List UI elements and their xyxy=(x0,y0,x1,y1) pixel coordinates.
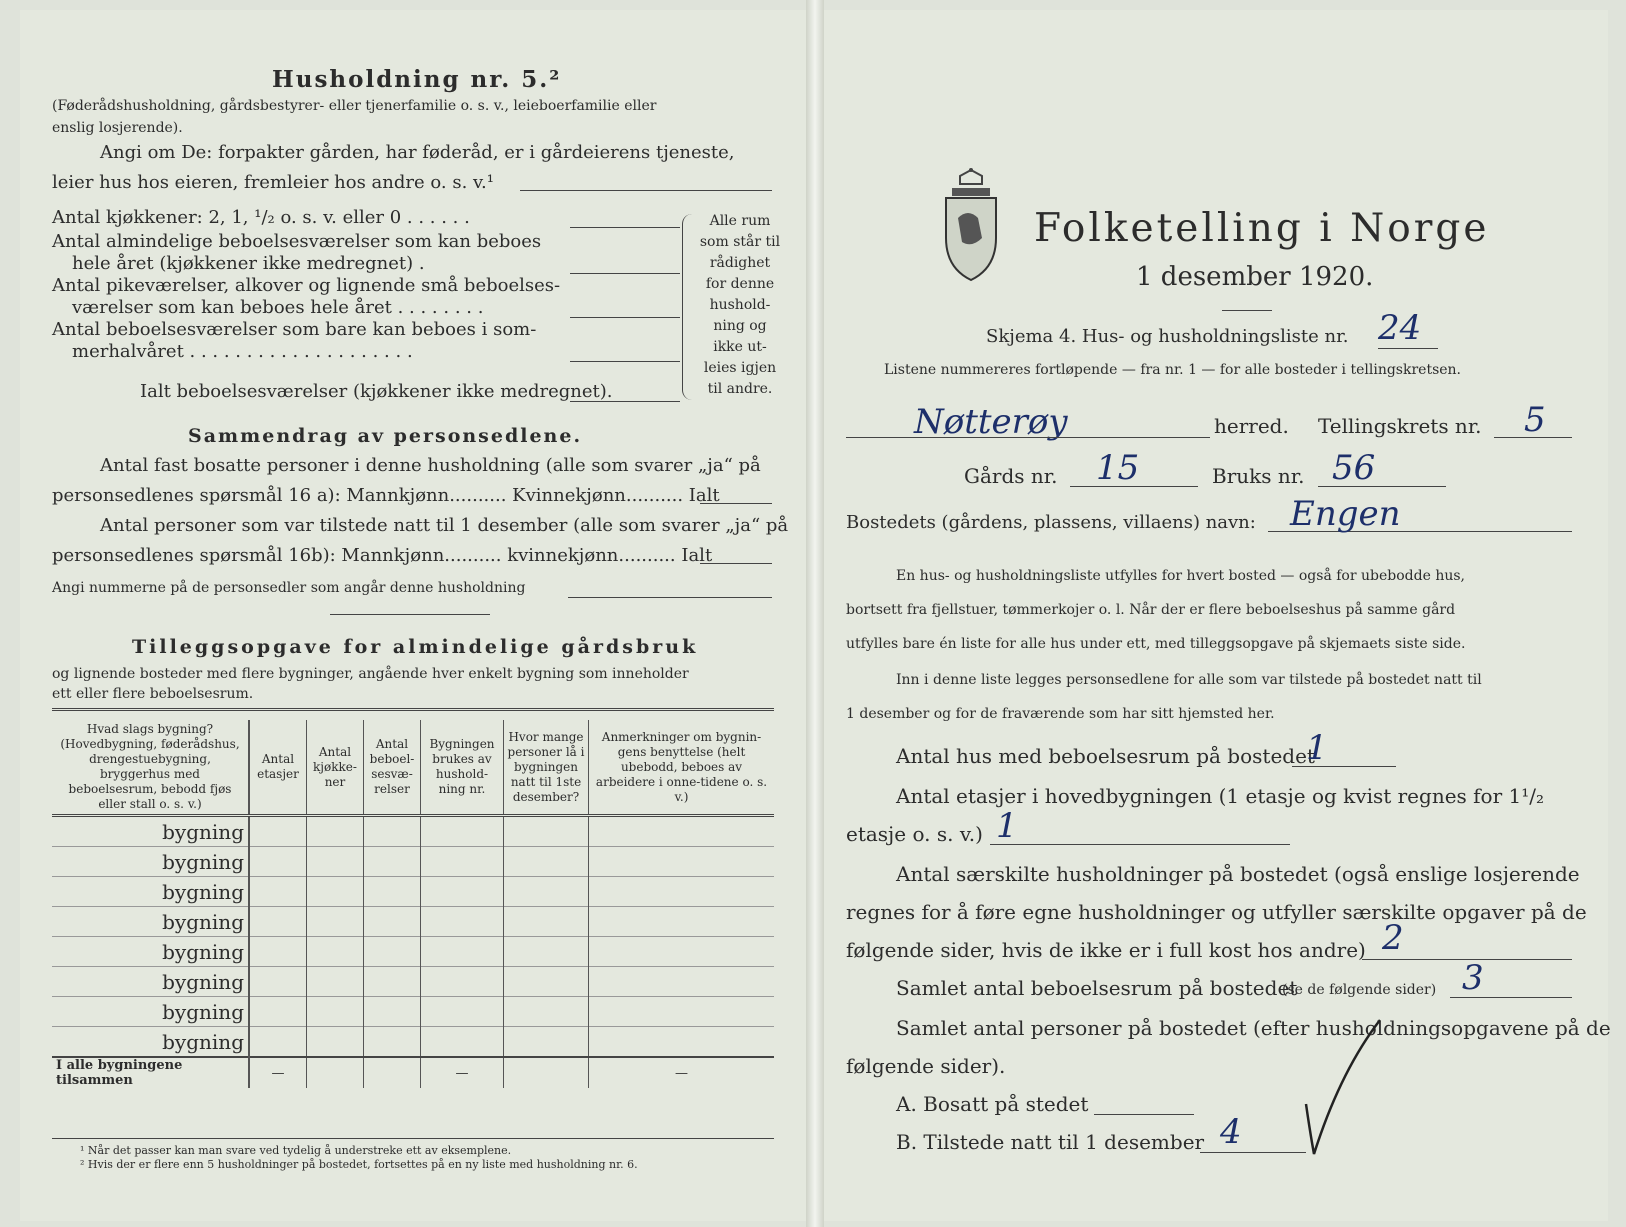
gards-label: Gårds nr. xyxy=(964,464,1058,488)
table-cell xyxy=(421,937,504,967)
table-cell xyxy=(364,997,421,1027)
building-type-cell: bygning xyxy=(52,997,249,1027)
table-cell xyxy=(307,997,364,1027)
col-rooms: Antal beboel-sesvæ-relser xyxy=(364,720,421,816)
table-cell xyxy=(307,907,364,937)
table-cell xyxy=(249,847,307,877)
table-row xyxy=(52,1027,774,1058)
table-cell xyxy=(504,1027,589,1058)
brace-note-line: ikke ut- xyxy=(713,339,767,355)
total-household: — xyxy=(421,1057,504,1088)
rooms-line-1: Antal kjøkkener: 2, 1, ¹/₂ o. s. v. eller 0 . . . . . . xyxy=(52,207,470,228)
table-cell xyxy=(307,877,364,907)
brace xyxy=(682,214,695,400)
buildings-table xyxy=(52,720,774,1088)
table-cell xyxy=(307,937,364,967)
smallrooms-answer-line xyxy=(570,317,680,318)
table-cell xyxy=(307,816,364,847)
table-cell xyxy=(589,877,775,907)
table-cell xyxy=(307,847,364,877)
q-hush-3: følgende sider, hvis de ikke er i full kost hos andre) xyxy=(846,938,1366,962)
q-hush-1: Antal særskilte husholdninger på bostedet (også enslige losjerende xyxy=(896,862,1580,886)
q-pers-1: Samlet antal personer på bostedet (efter husholdningsopgavene på de xyxy=(896,1016,1611,1040)
bruks-label: Bruks nr. xyxy=(1212,464,1305,488)
rooms-answer-line xyxy=(570,273,680,274)
rooms-line-3: hele året (kjøkkener ikke medregnet) . xyxy=(72,253,425,274)
household-title: Husholdning nr. 5.² xyxy=(272,66,562,93)
table-cell xyxy=(249,816,307,847)
q-etasjer-2: etasje o. s. v.) xyxy=(846,822,983,846)
total-rooms xyxy=(364,1057,421,1088)
table-cell xyxy=(364,847,421,877)
building-type-cell: bygning xyxy=(52,967,249,997)
checkmark-icon xyxy=(1300,1012,1390,1162)
instruction-1: En hus- og husholdningsliste utfylles for hvert bosted — også for ubebodde hus, xyxy=(896,568,1465,584)
rooms-total-answer-line xyxy=(570,401,680,402)
brace-note-line: Alle rum xyxy=(709,213,771,229)
table-cell xyxy=(421,967,504,997)
table-cell xyxy=(249,907,307,937)
rooms-total: Ialt beboelsesværelser (kjøkkener ikke medregnet). xyxy=(140,381,613,402)
table-cell xyxy=(249,1027,307,1058)
brace-note-line: ning og xyxy=(713,318,767,334)
separator xyxy=(330,614,490,615)
table-cell xyxy=(589,907,775,937)
q-rum-note: (se de følgende sider) xyxy=(1282,982,1437,998)
title-rule xyxy=(1222,310,1272,311)
brace-note-line: leies igjen xyxy=(703,360,777,376)
table-cell xyxy=(364,877,421,907)
table-row xyxy=(52,847,774,877)
building-type-cell: bygning xyxy=(52,877,249,907)
table-cell xyxy=(421,997,504,1027)
a-line xyxy=(1094,1114,1194,1115)
q-rum-label: Samlet antal beboelsesrum på bostedet xyxy=(896,976,1298,1000)
rooms-line-2: Antal almindelige beboelsesværelser som kan beboes xyxy=(52,231,542,252)
table-cell xyxy=(364,816,421,847)
summary-line-1: Antal fast bosatte personer i denne husholdning (alle som svarer „ja“ på xyxy=(100,455,761,476)
tillegg-line-2: ett eller flere beboelsesrum. xyxy=(52,686,254,702)
table-cell xyxy=(364,967,421,997)
table-cell xyxy=(249,997,307,1027)
table-cell xyxy=(249,967,307,997)
table-cell xyxy=(589,997,775,1027)
table-row xyxy=(52,997,774,1027)
table-cell xyxy=(589,937,775,967)
summary-line-2: personsedlenes spørsmål 16 a): Mannkjønn.......... Kvinnekjønn.......... Ialt xyxy=(52,485,720,506)
brace-note-line: som står til xyxy=(699,234,781,250)
col-household-nr: Bygningen brukes av hushold-ning nr. xyxy=(421,720,504,816)
q-etasjer-line xyxy=(990,844,1290,845)
brace-note-line: hushold- xyxy=(709,297,771,313)
tillegg-line-1: og lignende bosteder med flere bygninger, angående hver enkelt bygning som inneholder xyxy=(52,666,689,682)
listene-note: Listene nummereres fortløpende — fra nr. 1 — for alle bosteder i tellingskretsen. xyxy=(884,362,1462,378)
brace-note xyxy=(698,211,782,400)
building-type-cell: bygning xyxy=(52,816,249,847)
table-total-row xyxy=(52,1057,774,1088)
total-remarks: — xyxy=(589,1057,775,1088)
page-fold xyxy=(806,0,824,1227)
ialt-1-line xyxy=(700,503,772,504)
instruction-5: 1 desember og for de fraværende som har sitt hjemsted her. xyxy=(846,706,1275,722)
skjema-label: Skjema 4. Hus- og husholdningsliste nr. xyxy=(986,326,1349,347)
skjema-nr-line xyxy=(1378,348,1438,349)
census-title: Folketelling i Norge xyxy=(1034,206,1490,251)
total-floors: — xyxy=(249,1057,307,1088)
q-pers-2: følgende sider). xyxy=(846,1054,1006,1078)
angi-answer-line xyxy=(520,190,772,191)
table-row xyxy=(52,816,774,847)
instruction-2: bortsett fra fjellstuer, tømmerkojer o. l. Når der er flere beboelseshus på samme gård xyxy=(846,602,1456,618)
summary-line-5: Angi nummerne på de personsedler som angår denne husholdning xyxy=(52,580,526,596)
table-cell xyxy=(589,967,775,997)
table-cell xyxy=(421,1027,504,1058)
table-cell xyxy=(504,877,589,907)
kitchens-answer-line xyxy=(570,227,680,228)
q-hush-2: regnes for å føre egne husholdninger og utfyller særskilte opgaver på de xyxy=(846,900,1587,924)
skjema-nr-value: 24 xyxy=(1378,308,1422,348)
q-hush-value: 2 xyxy=(1382,918,1404,958)
brace-note-line: til andre. xyxy=(707,381,773,397)
q-hus-value: 1 xyxy=(1306,728,1328,768)
tellingskrets-label: Tellingskrets nr. xyxy=(1318,414,1482,438)
table-header-row xyxy=(52,720,774,816)
q-etasjer-1: Antal etasjer i hovedbygningen (1 etasje og kvist regnes for 1¹/₂ xyxy=(896,784,1545,808)
tellingskrets-value: 5 xyxy=(1524,400,1546,440)
bosted-label: Bostedets (gårdens, plassens, villaens) navn: xyxy=(846,512,1256,533)
col-remarks: Anmerkninger om bygnin-gens benyttelse (helt ubebodd, beboes av arbeidere i onne-tidene o. s. v.) xyxy=(595,729,768,804)
q-hus-label: Antal hus med beboelsesrum på bostedet xyxy=(896,744,1315,768)
household-intro-1: (Føderådshusholdning, gårdsbestyrer- eller tjenerfamilie o. s. v., leieboerfamilie eller xyxy=(52,98,657,114)
table-cell xyxy=(249,937,307,967)
q-rum-value: 3 xyxy=(1462,958,1484,998)
building-type-cell: bygning xyxy=(52,1027,249,1058)
col-building-type: Hvad slags bygning? (Hovedbygning, føderådshus, drengestuebygning, bryggerhus med beboelsesrum, bebodd fjøs eller stall o. s. v.) xyxy=(52,720,249,816)
summerrooms-answer-line xyxy=(570,361,680,362)
ialt-2-line xyxy=(700,563,772,564)
table-cell xyxy=(589,816,775,847)
bosted-value: Engen xyxy=(1290,494,1401,534)
table-cell xyxy=(504,907,589,937)
total-persons xyxy=(504,1057,589,1088)
table-cell xyxy=(421,847,504,877)
building-type-cell: bygning xyxy=(52,847,249,877)
table-cell xyxy=(364,1027,421,1058)
table-cell xyxy=(504,816,589,847)
table-cell xyxy=(504,997,589,1027)
angi-line-2: leier hus hos eieren, fremleier hos andre o. s. v.¹ xyxy=(52,172,494,193)
census-date: 1 desember 1920. xyxy=(1136,262,1374,292)
summary-title: Sammendrag av personsedlene. xyxy=(188,425,583,447)
building-type-cell: bygning xyxy=(52,937,249,967)
rooms-line-4: Antal pikeværelser, alkover og lignende små beboelses- xyxy=(52,275,561,296)
table-cell xyxy=(421,816,504,847)
herred-label: herred. xyxy=(1214,414,1289,438)
gards-value: 15 xyxy=(1096,448,1140,488)
herred-value: Nøtterøy xyxy=(914,402,1068,442)
personsedler-answer-line xyxy=(568,597,772,598)
table-cell xyxy=(589,847,775,877)
summary-line-4: personsedlenes spørsmål 16b): Mannkjønn.......... kvinnekjønn.......... Ialt xyxy=(52,545,713,566)
a-label: A. Bosatt på stedet xyxy=(896,1092,1089,1116)
table-cell xyxy=(307,967,364,997)
table-cell xyxy=(421,877,504,907)
col-persons: Hvor mange personer lå i bygningen natt til 1ste desember? xyxy=(504,720,589,816)
total-label: I alle bygningene tilsammen xyxy=(52,1057,249,1088)
b-value: 4 xyxy=(1220,1112,1242,1152)
brace-note-line: rådighet xyxy=(709,255,771,271)
table-cell xyxy=(249,877,307,907)
table-cell xyxy=(307,1027,364,1058)
col-floors: Antal etasjer xyxy=(249,720,307,816)
footnote-2: ² Hvis der er flere enn 5 husholdninger på bostedet, fortsettes på en ny liste med husholdning nr. 6. xyxy=(80,1158,638,1171)
table-row xyxy=(52,937,774,967)
table-cell xyxy=(589,1027,775,1058)
col-kitchens: Antal kjøkke-ner xyxy=(307,720,364,816)
b-label: B. Tilstede natt til 1 desember xyxy=(896,1130,1205,1154)
rooms-line-6: Antal beboelsesværelser som bare kan beboes i som- xyxy=(52,319,537,340)
instruction-3: utfylles bare én liste for alle hus under ett, med tilleggsopgave på skjemaets siste side. xyxy=(846,636,1466,652)
rooms-line-5: værelser som kan beboes hele året . . . . . . . . xyxy=(72,297,484,318)
instruction-4: Inn i denne liste legges personsedlene for alle som var tilstede på bostedet natt til xyxy=(896,672,1482,688)
table-row xyxy=(52,907,774,937)
table-cell xyxy=(504,967,589,997)
rooms-line-7: merhalvåret . . . . . . . . . . . . . . . . . . . . xyxy=(72,341,413,362)
bruks-value: 56 xyxy=(1332,448,1376,488)
total-kitchens xyxy=(307,1057,364,1088)
building-type-cell: bygning xyxy=(52,907,249,937)
table-cell xyxy=(421,907,504,937)
table-top-rule xyxy=(52,708,774,711)
q-etasjer-value: 1 xyxy=(996,806,1018,846)
herred-line xyxy=(846,437,1210,438)
coat-of-arms-icon xyxy=(938,168,1004,286)
household-intro-2: enslig losjerende). xyxy=(52,120,183,136)
table-cell xyxy=(504,937,589,967)
footnote-rule xyxy=(52,1138,774,1139)
table-cell xyxy=(504,847,589,877)
brace-note-line: for denne xyxy=(705,276,775,292)
angi-line-1: Angi om De: forpakter gården, har føderåd, er i gårdeierens tjeneste, xyxy=(100,142,735,163)
table-row xyxy=(52,967,774,997)
summary-line-3: Antal personer som var tilstede natt til 1 desember (alle som svarer „ja“ på xyxy=(100,515,789,536)
tillegg-title: Tilleggsopgave for almindelige gårdsbruk xyxy=(132,636,699,658)
footnote-1: ¹ Når det passer kan man svare ved tydelig å understreke ett av eksemplene. xyxy=(80,1144,512,1157)
table-row xyxy=(52,877,774,907)
table-cell xyxy=(364,937,421,967)
table-cell xyxy=(364,907,421,937)
b-line xyxy=(1200,1152,1306,1153)
